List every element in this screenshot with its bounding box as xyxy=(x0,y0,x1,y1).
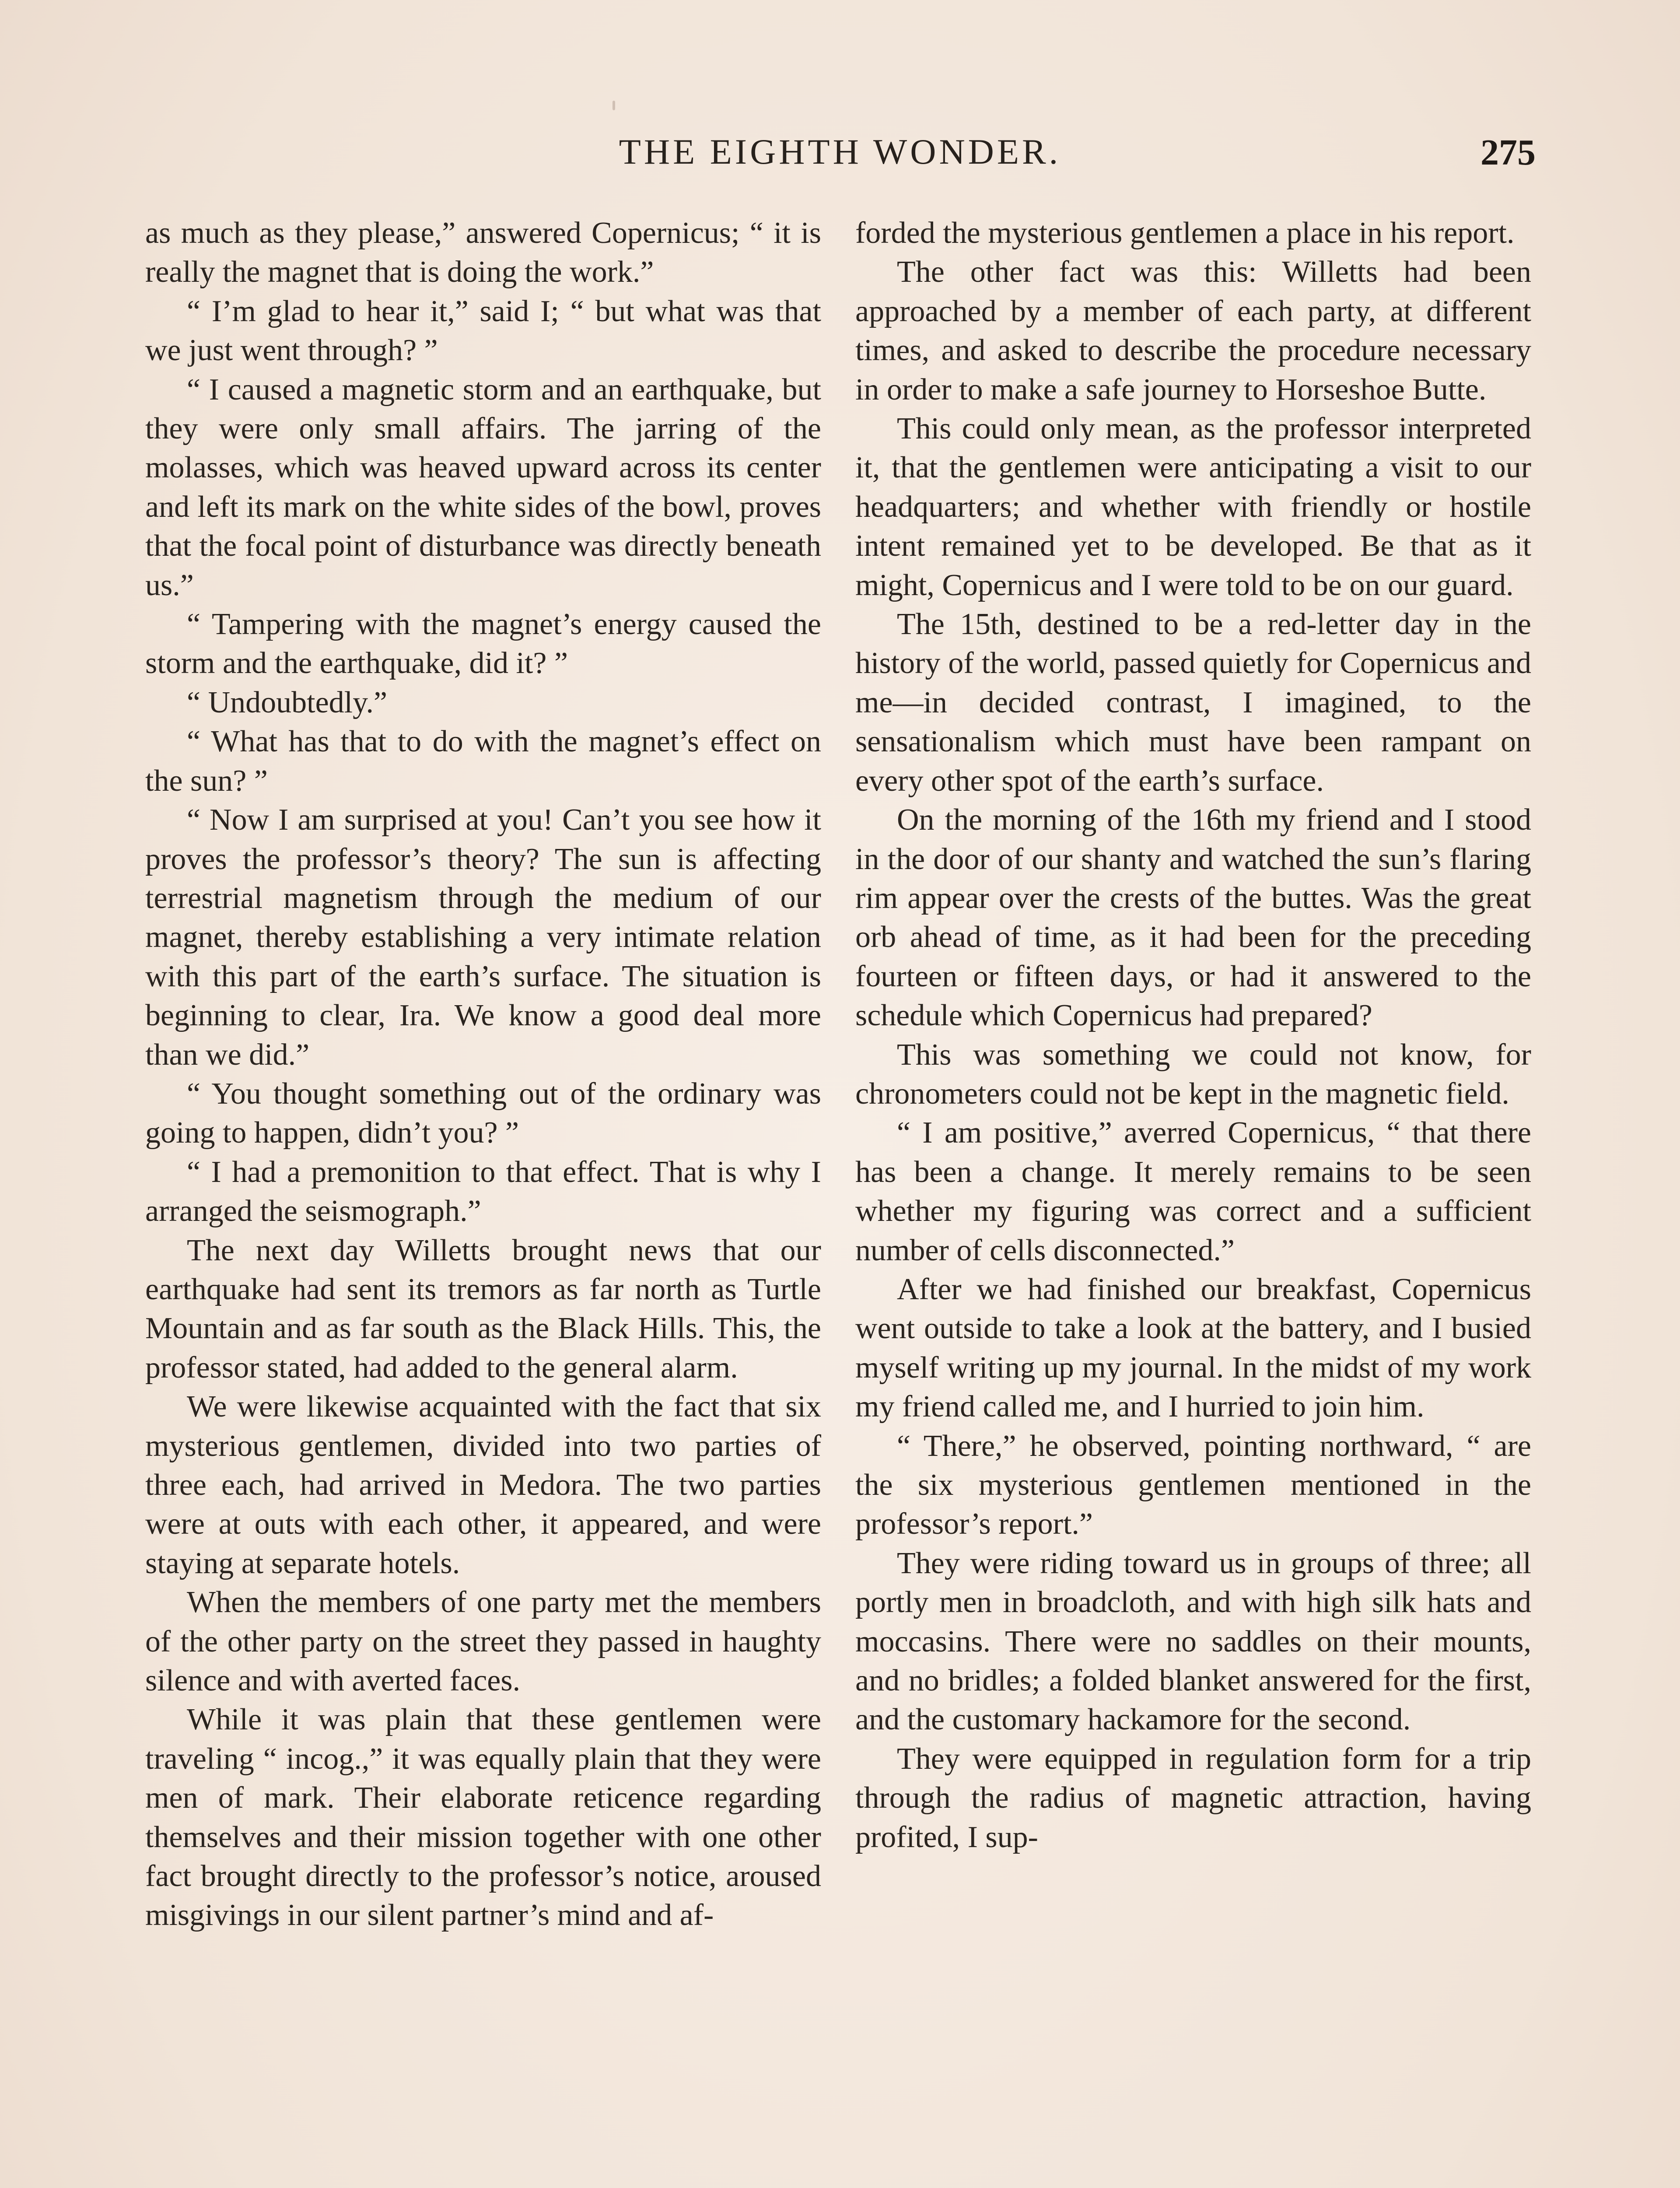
paragraph: They were equipped in regulation form for a trip through the radius of magnetic attraction, having profited, I sup- xyxy=(855,1742,1531,1854)
paragraph: forded the mysterious gentlemen a place in his report. xyxy=(855,216,1515,250)
paragraph: This was something we could not know, for chronometers could not be kept in the magnetic field. xyxy=(855,1038,1531,1111)
page-header xyxy=(144,131,1536,184)
paragraph: They were riding toward us in groups of three; all portly men in broadcloth, and with high silk hats and moccasins. There were no saddles on their mounts, and no bridles; a folded blanket answered for the first, and the customary hackamore for the second. xyxy=(855,1546,1531,1737)
paragraph: as much as they please,” answered Copernicus; “ it is really the magnet that is doing the work.” xyxy=(145,216,821,289)
text-column-left xyxy=(145,214,821,1935)
paragraph: “ There,” he observed, pointing northward, “ are the six mysterious gentlemen mentioned in the professor’s report.” xyxy=(855,1429,1531,1541)
paragraph: “ Undoubtedly.” xyxy=(187,685,388,719)
paper-speck xyxy=(612,101,615,110)
paragraph: “ You thought something out of the ordinary was going to happen, didn’t you? ” xyxy=(145,1076,821,1150)
paragraph: While it was plain that these gentlemen were traveling “ incog.,” it was equally plain that they were men of mark. Their elaborate reticence regarding themselves and their mission together with one other fact brought directly to the professor’s notice, aroused misgivings in our silent partner’s mind and af- xyxy=(145,1703,821,1932)
paragraph: We were likewise acquainted with the fact that six mysterious gentlemen, divided into two parties of three each, had arrived in Medora. The two parties were at outs with each other, it appeared, and were staying at separate hotels. xyxy=(145,1390,821,1580)
page-number: 275 xyxy=(1480,132,1536,173)
text-column-right xyxy=(855,214,1531,1857)
paragraph: “ I caused a magnetic storm and an earthquake, but they were only small affairs. The jarring of the molasses, which was heaved upward across its center and left its mark on the white sides of the bowl, proves that the focal point of disturbance was directly beneath us.” xyxy=(145,372,821,602)
paragraph: “ I’m glad to hear it,” said I; “ but what was that we just went through? ” xyxy=(145,294,821,368)
paragraph: When the members of one party met the members of the other party on the street they passed in haughty silence and with averted faces. xyxy=(145,1585,821,1698)
paragraph: “ Tampering with the magnet’s energy caused the storm and the earthquake, did it? ” xyxy=(145,607,821,680)
running-title: THE EIGHTH WONDER. xyxy=(619,132,1061,172)
paragraph: The other fact was this: Willetts had been approached by a member of each party, at different times, and asked to describe the procedure necessary in order to make a safe journey to Horseshoe Butte. xyxy=(855,255,1531,407)
paragraph: “ What has that to do with the magnet’s effect on the sun? ” xyxy=(145,725,821,798)
paragraph: “ Now I am surprised at you! Can’t you see how it proves the professor’s theory? The sun is affecting terrestrial magnetism through the medium of our magnet, thereby establishing a very intimate relation with this part of the earth’s surface. The situation is beginning to clear, Ira. We know a good deal more than we did.” xyxy=(145,803,821,1072)
paragraph: “ I am positive,” averred Copernicus, “ that there has been a change. It merely remains to be seen whether my figuring was correct and a sufficient number of cells disconnected.” xyxy=(855,1116,1531,1267)
paragraph: The 15th, destined to be a red-letter day in the history of the world, passed quietly for Copernicus and me—in decided contrast, I imagined, to the sensationalism which must have been rampant on every other spot of the earth’s surface. xyxy=(855,607,1531,798)
paragraph: After we had finished our breakfast, Copernicus went outside to take a look at the battery, and I busied myself writing up my journal. In the midst of my work my friend called me, and I hurried to join him. xyxy=(855,1272,1531,1424)
paragraph: This could only mean, as the professor interpreted it, that the gentlemen were anticipating a visit to our headquarters; and whether with friendly or hostile intent remained yet to be developed. Be that as it might, Copernicus and I were told to be on our guard. xyxy=(855,412,1531,602)
paragraph: On the morning of the 16th my friend and I stood in the door of our shanty and watched the sun’s flaring rim appear over the crests of the buttes. Was the great orb ahead of time, as it had been for the preceding fourteen or fifteen days, or had it answered to the schedule which Copernicus had prepared? xyxy=(855,803,1531,1033)
paragraph: “ I had a premonition to that effect. That is why I arranged the seismograph.” xyxy=(145,1155,821,1228)
paragraph: The next day Willetts brought news that our earthquake had sent its tremors as far north as Turtle Mountain and as far south as the Black Hills. This, the professor stated, had added to the general alarm. xyxy=(145,1233,821,1385)
